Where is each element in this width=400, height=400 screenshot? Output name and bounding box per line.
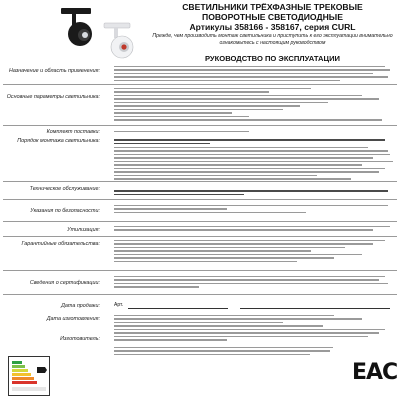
- certification-text: [114, 276, 396, 288]
- claims-text: [114, 347, 344, 355]
- label-manufacturer: Изготовитель:: [60, 336, 100, 342]
- mounting-warning: [114, 139, 396, 144]
- label-safety: Указания по безопасности:: [30, 208, 100, 214]
- kit-text: [114, 131, 396, 132]
- divider: [3, 270, 397, 271]
- manufacturer-text: [114, 315, 396, 341]
- safety-text: [114, 205, 396, 213]
- disposal-text: [114, 226, 396, 231]
- label-warranty: Гарантийные обязательства:: [21, 241, 100, 247]
- divider: [3, 294, 397, 295]
- divider: [3, 199, 397, 200]
- energy-label: [8, 356, 50, 396]
- product-photo-white: [100, 20, 144, 60]
- eac-mark: EAC: [352, 360, 398, 385]
- label-params: Основные параметры светильника:: [6, 94, 100, 100]
- warranty-text: [114, 240, 396, 262]
- sale-date-field[interactable]: [128, 308, 228, 309]
- label-mounting: Порядок монтажа светильника:: [17, 138, 100, 144]
- label-certification: Сведения о сертификации:: [29, 280, 100, 286]
- divider: [3, 84, 397, 85]
- divider: [3, 221, 397, 222]
- label-sale-date: Дата продажи:: [61, 303, 100, 309]
- document-title: СВЕТИЛЬНИКИ ТРЁХФАЗНЫЕ ТРЕКОВЫЕ ПОВОРОТНЫЕ СВЕТОДИОДНЫЕ: [182, 2, 363, 22]
- label-maintenance: Техническое обслуживание:: [29, 186, 100, 192]
- label-manufacture-date: Дата изготовления:: [46, 316, 100, 322]
- section-title: РУКОВОДСТВО ПО ЭКСПЛУАТАЦИИ: [204, 54, 341, 63]
- intro-warning: Прежде, чем производить монтаж светильника и приступить к его эксплуатации внимательно ознакомьтесь с настоящим руководством: [152, 33, 393, 46]
- divider: [3, 236, 397, 237]
- mounting-text: [114, 147, 396, 180]
- article-numbers: Артикулы 358166 - 358167, серия CURL: [189, 22, 356, 32]
- params-text: [114, 88, 396, 121]
- label-kit: Комплект поставки:: [46, 129, 100, 135]
- sale-date-field-2[interactable]: [240, 308, 390, 309]
- art-label: Арт.: [114, 302, 124, 308]
- divider: [3, 125, 397, 126]
- divider: [3, 181, 397, 182]
- label-purpose: Назначение и область применения:: [8, 68, 100, 74]
- purpose-text: [114, 66, 396, 81]
- maintenance-text: [114, 190, 396, 195]
- label-disposal: Утилизация:: [67, 227, 100, 233]
